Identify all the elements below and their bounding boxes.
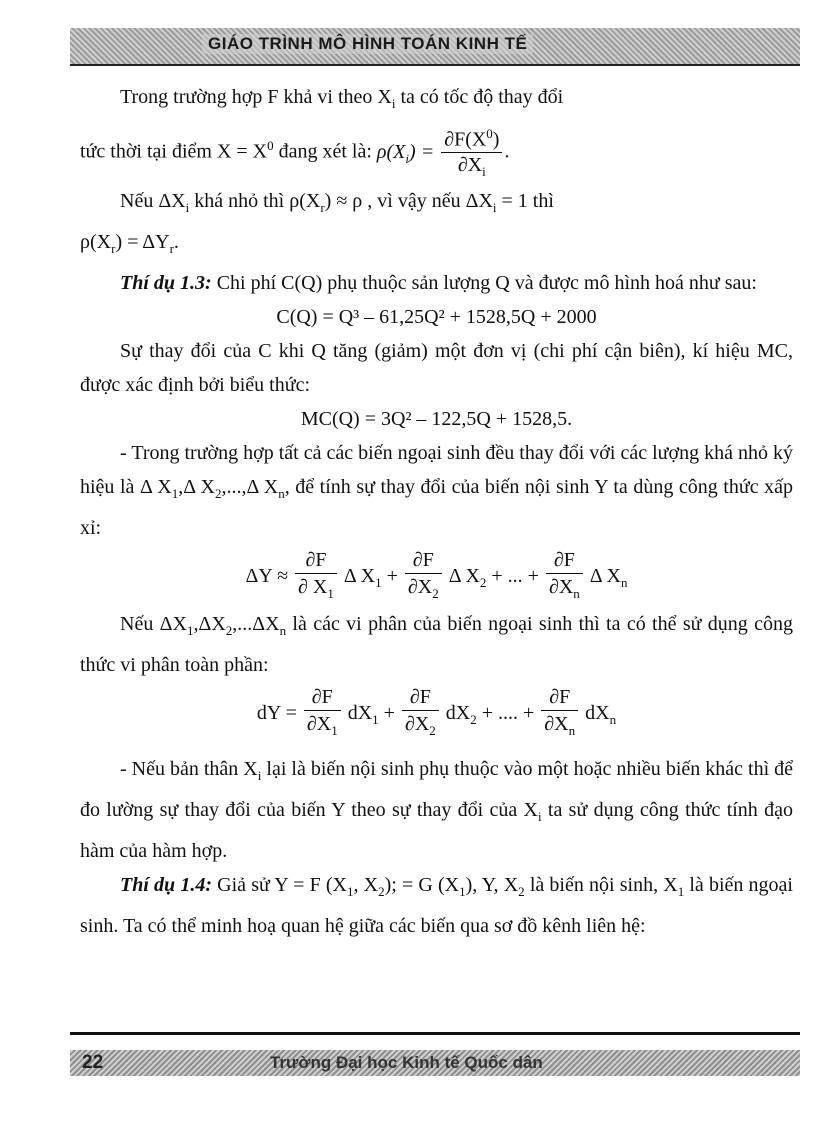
- example-1-3: Thí dụ 1.3: Chi phí C(Q) phụ thuộc sản lượng Q và được mô hình hoá như sau:: [120, 271, 757, 294]
- page-body: [80, 80, 793, 943]
- example-1-4-label: Thí dụ 1.4:: [120, 873, 213, 896]
- paragraph-composite: - Nếu bản thân $X_i$ lại là biến nội sinh phụ thuộc vào một hoặc nhiều biến khác thì để đo lường sự thay đổi của biến Y theo sự thay đổi của $X_i$ ta sử dụng công thức tính đạo hàm của hàm hợp.: [80, 757, 794, 862]
- paragraph-differentials: Nếu $\Delta X_1,\Delta X_2,...\Delta X_n$ là các vi phân của biến ngoại sinh thì ta có thể sử dụng công thức vi phân toàn phần:: [80, 612, 793, 676]
- approximation-formula: ΔY ≈ $\frac{\partial F}{\partial X_1}$ Δ $X_1$ + $\frac{\partial F}{\partial X_2}$ Δ $X_2$ + ... + $\frac{\partial F}{\partial X_n}$ Δ $X_n$: [245, 549, 628, 602]
- rho-formula: $\rho(X_i)$ =: [376, 140, 440, 166]
- rho-fraction: $\frac{\partial F(X^0)}{\partial X_i}$: [441, 122, 502, 184]
- header-title: GIÁO TRÌNH MÔ HÌNH TOÁN KINH TẾ: [202, 34, 533, 54]
- mc-equation: MC(Q) = 3Q² – 122,5Q + 1528,5.: [300, 407, 573, 430]
- example-1-4: Thí dụ 1.4: Giả sử Y = F ($X_1$, $X_2$); = G $(X_1)$, Y, $X_2$ là biến nội sinh, $X_1$ là biến ngoại sinh. Ta có thể minh hoạ quan hệ giữa các biến qua sơ đồ kênh liên hệ:: [80, 873, 793, 937]
- paragraph-all-exogenous: - Trong trường hợp tất cả các biến ngoại sinh đều thay đổi với các lượng khá nhỏ ký hiệu là Δ $X_1,\Delta$ $X_2,...,\Delta$ $X_n$, để tính sự thay đổi của biến nội sinh Y ta dùng công thức xấp xỉ:: [80, 441, 794, 539]
- footer-rule: [70, 1032, 800, 1035]
- cost-equation: C(Q) = Q³ – 61,25Q² + 1528,5Q + 2000: [276, 305, 597, 328]
- page-number: 22: [82, 1052, 104, 1073]
- page-footer: [70, 1050, 800, 1076]
- page-header: [70, 28, 800, 66]
- paragraph-rate-formula: tức thời tại điểm $X = X^0$ đang xét là: $\rho(X_i)$ = $\frac{\partial F(X^0)}{\partial X_i}$ .: [80, 121, 793, 184]
- paragraph-marginal-cost: Sự thay đổi của C khi Q tăng (giảm) một đơn vị (chi phí cận biên), kí hiệu MC, được xác định bởi biểu thức:: [80, 339, 793, 396]
- total-differential-formula: dY = $\frac{\partial F}{\partial X_1}$ $dX_1$ + $\frac{\partial F}{\partial X_2}$ $dX_2$ + .... + $\frac{\partial F}{\partial X_n}$ $dX_n$: [256, 686, 617, 739]
- footer-text: Trường Đại học Kinh tế Quốc dân: [270, 1053, 543, 1072]
- paragraph-rate-of-change: Trong trường hợp F khả vi theo $X_i$ ta có tốc độ thay đổi: [120, 86, 564, 111]
- example-1-3-label: Thí dụ 1.3:: [120, 271, 212, 294]
- paragraph-small-delta: Nếu $\Delta X_i$ khá nhỏ thì $\rho(X_r) \approx \rho$ , vì vậy nếu $\Delta X_i = 1$ thì: [120, 189, 554, 215]
- paragraph-small-delta-end: $\rho(X_r) = \Delta Y_r$.: [80, 230, 179, 256]
